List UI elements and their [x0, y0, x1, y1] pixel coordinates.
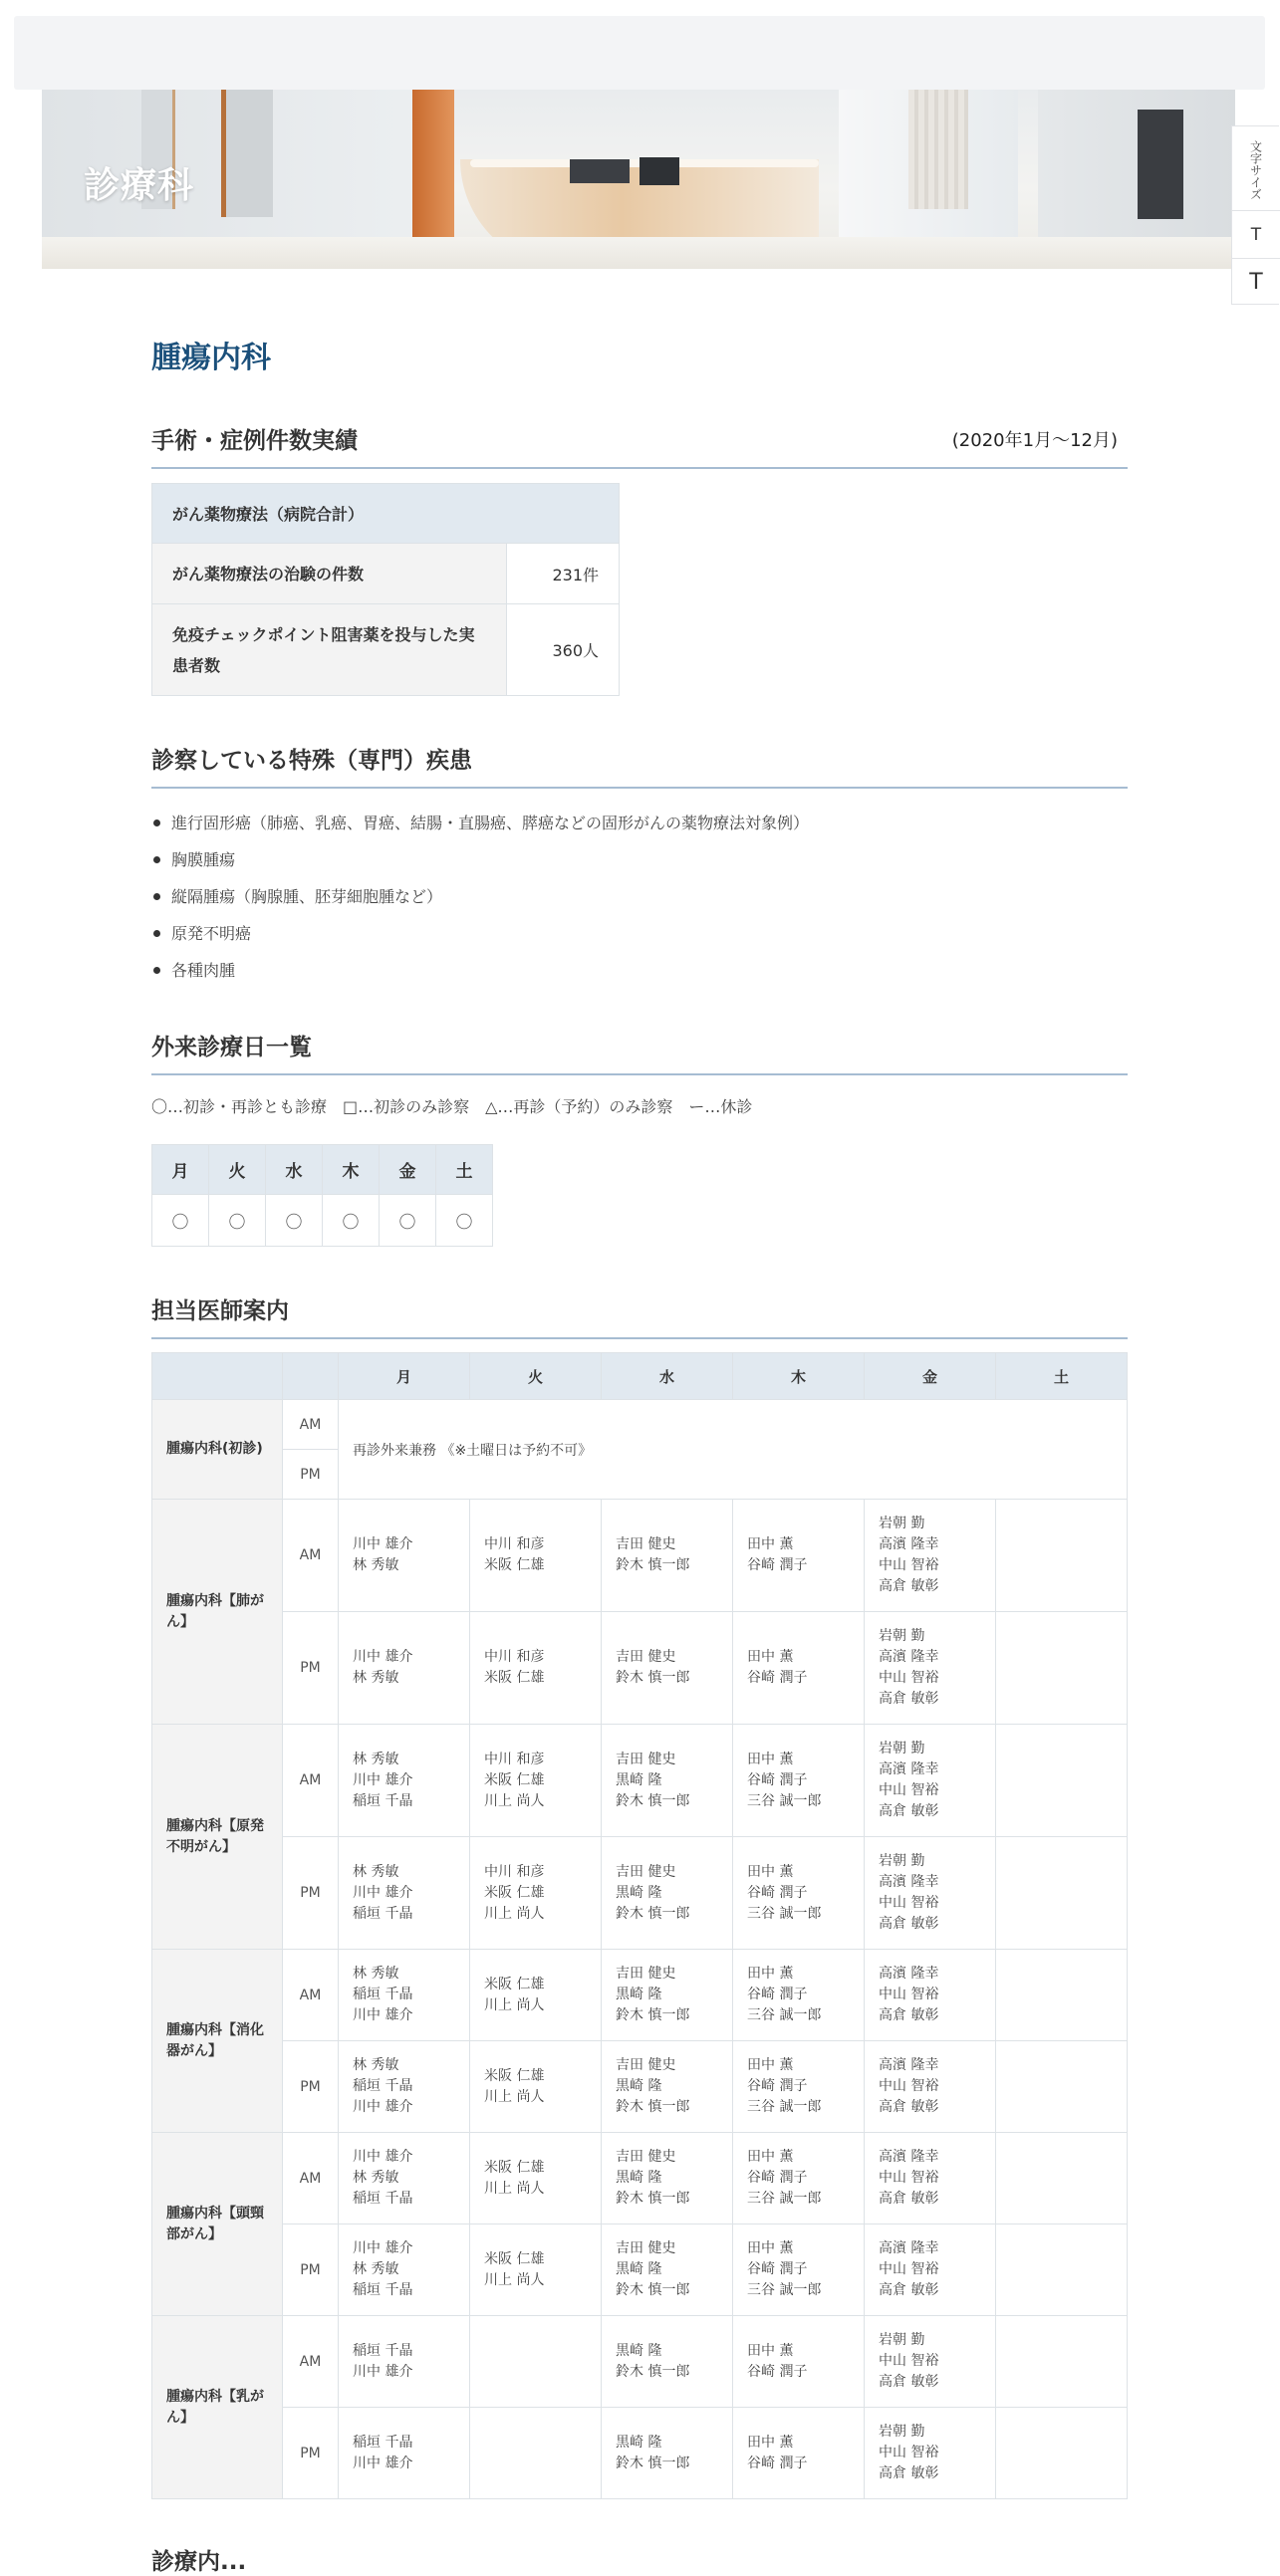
doctor-cell: 米阪 仁雄 川上 尚人	[470, 2041, 602, 2133]
day-header: 火	[209, 1145, 266, 1195]
outpatient-legend: 〇…初診・再診とも診療 □…初診のみ診察 △…再診（予約）のみ診察 ー…休診	[151, 1097, 753, 1116]
ampm-cell: AM	[283, 1500, 339, 1612]
day-mark: 〇	[266, 1195, 323, 1247]
department-cell: 腫瘍内科【頭頸部がん】	[152, 2133, 283, 2316]
ampm-cell: AM	[283, 2133, 339, 2225]
doctor-cell	[996, 1950, 1128, 2041]
doctor-cell	[996, 1837, 1128, 1950]
next-section-heading: 診療内...	[151, 2549, 247, 2575]
corner-cell	[283, 1353, 339, 1400]
doctor-cell: 岩朝 勤 高濱 隆幸 中山 智裕 高倉 敏彰	[865, 1725, 996, 1837]
doctor-cell: 中川 和彦 米阪 仁雄	[470, 1612, 602, 1725]
department-cell: 腫瘍内科(初診)	[152, 1400, 283, 1500]
ampm-cell: PM	[283, 2225, 339, 2316]
department-cell: 腫瘍内科【乳がん】	[152, 2316, 283, 2499]
doctor-cell: 高濱 隆幸 中山 智裕 高倉 敏彰	[865, 2225, 996, 2316]
doctor-cell: 林 秀敏 稲垣 千晶 川中 雄介	[339, 1950, 470, 2041]
day-header: 水	[602, 1353, 733, 1400]
doctor-cell: 稲垣 千晶 川中 雄介	[339, 2316, 470, 2408]
ampm-cell: PM	[283, 1837, 339, 1950]
hero-title: 診療科	[84, 165, 195, 206]
ampm-cell: PM	[283, 1450, 339, 1500]
day-header: 金	[865, 1353, 996, 1400]
doctor-cell: 吉田 健史 黒崎 隆 鈴木 慎一郎	[602, 2133, 733, 2225]
doctor-cell: 田中 薫 谷崎 潤子 三谷 誠一郎	[733, 1725, 865, 1837]
doctor-cell	[470, 2408, 602, 2499]
outpatient-days-table	[151, 1144, 493, 1247]
doctor-cell: 田中 薫 谷崎 潤子 三谷 誠一郎	[733, 2041, 865, 2133]
diseases-heading: 診察している特殊（専門）疾患	[151, 742, 1128, 789]
results-row-label: 免疫チェックポイント阻害薬を投与した実患者数	[152, 604, 507, 696]
day-mark: 〇	[436, 1195, 493, 1247]
doctor-cell: 川中 雄介 林 秀敏 稲垣 千晶	[339, 2225, 470, 2316]
doctors-heading: 担当医師案内	[151, 1292, 1128, 1339]
disease-list	[151, 805, 809, 989]
doctor-cell: 林 秀敏 川中 雄介 稲垣 千晶	[339, 1725, 470, 1837]
doctor-cell: 米阪 仁雄 川上 尚人	[470, 2133, 602, 2225]
doctor-cell: 田中 薫 谷崎 潤子	[733, 1612, 865, 1725]
doctor-cell	[996, 2133, 1128, 2225]
ampm-cell: PM	[283, 1612, 339, 1725]
doctor-cell: 林 秀敏 稲垣 千晶 川中 雄介	[339, 2041, 470, 2133]
font-large-button[interactable]: T	[1232, 258, 1280, 306]
doctor-cell: 中川 和彦 米阪 仁雄	[470, 1500, 602, 1612]
doctor-schedule-table	[151, 1352, 1128, 2499]
hero-banner	[42, 90, 1235, 269]
day-mark: 〇	[209, 1195, 266, 1247]
doctor-cell	[996, 2316, 1128, 2408]
results-period: (2020年1月〜12月)	[951, 430, 1118, 451]
doctor-cell: 川中 雄介 林 秀敏	[339, 1612, 470, 1725]
results-heading	[151, 422, 1128, 469]
doctor-cell: 高濱 隆幸 中山 智裕 高倉 敏彰	[865, 2041, 996, 2133]
doctor-cell: 吉田 健史 鈴木 慎一郎	[602, 1612, 733, 1725]
doctor-cell: 高濱 隆幸 中山 智裕 高倉 敏彰	[865, 2133, 996, 2225]
doctor-cell: 田中 薫 谷崎 潤子 三谷 誠一郎	[733, 1837, 865, 1950]
department-title: 腫瘍内科	[151, 341, 271, 375]
doctor-cell: 田中 薫 谷崎 潤子	[733, 2316, 865, 2408]
department-cell: 腫瘍内科【消化器がん】	[152, 1950, 283, 2133]
ampm-cell: AM	[283, 1400, 339, 1450]
day-mark: 〇	[380, 1195, 436, 1247]
doctor-cell: 川中 雄介 林 秀敏	[339, 1500, 470, 1612]
day-mark: 〇	[323, 1195, 380, 1247]
doctor-cell: 田中 薫 谷崎 潤子 三谷 誠一郎	[733, 2225, 865, 2316]
list-item: 進行固形癌（肺癌、乳癌、胃癌、結腸・直腸癌、膵癌などの固形がんの薬物療法対象例）	[151, 805, 809, 841]
department-cell: 腫瘍内科【肺がん】	[152, 1500, 283, 1725]
doctor-cell	[996, 2225, 1128, 2316]
results-row-value: 360人	[507, 604, 620, 696]
doctor-cell: 吉田 健史 黒崎 隆 鈴木 慎一郎	[602, 2225, 733, 2316]
day-header: 金	[380, 1145, 436, 1195]
doctor-cell	[470, 2316, 602, 2408]
doctor-cell	[996, 2041, 1128, 2133]
doctor-cell: 川中 雄介 林 秀敏 稲垣 千晶	[339, 2133, 470, 2225]
day-mark: 〇	[152, 1195, 209, 1247]
corner-cell	[152, 1353, 283, 1400]
doctor-cell: 高濱 隆幸 中山 智裕 高倉 敏彰	[865, 1950, 996, 2041]
doctor-cell: 岩朝 勤 高濱 隆幸 中山 智裕 高倉 敏彰	[865, 1500, 996, 1612]
ampm-cell: AM	[283, 2316, 339, 2408]
doctor-cell: 黒崎 隆 鈴木 慎一郎	[602, 2408, 733, 2499]
doctor-cell	[996, 1500, 1128, 1612]
doctor-cell: 岩朝 勤 中山 智裕 高倉 敏彰	[865, 2316, 996, 2408]
day-header: 火	[470, 1353, 602, 1400]
font-size-widget	[1231, 125, 1279, 305]
ampm-cell: PM	[283, 2408, 339, 2499]
department-cell: 腫瘍内科【原発不明がん】	[152, 1725, 283, 1950]
doctor-cell: 岩朝 勤 高濱 隆幸 中山 智裕 高倉 敏彰	[865, 1837, 996, 1950]
results-heading-text: 手術・症例件数実績	[151, 428, 358, 454]
doctor-cell: 米阪 仁雄 川上 尚人	[470, 1950, 602, 2041]
doctor-cell: 中川 和彦 米阪 仁雄 川上 尚人	[470, 1837, 602, 1950]
doctor-cell: 田中 薫 谷崎 潤子	[733, 1500, 865, 1612]
doctor-cell: 岩朝 勤 中山 智裕 高倉 敏彰	[865, 2408, 996, 2499]
doctor-cell: 田中 薫 谷崎 潤子 三谷 誠一郎	[733, 2133, 865, 2225]
doctor-cell: 林 秀敏 川中 雄介 稲垣 千晶	[339, 1837, 470, 1950]
outpatient-heading: 外来診療日一覧	[151, 1029, 1128, 1075]
doctor-cell	[996, 1725, 1128, 1837]
list-item: 胸膜腫瘍	[151, 841, 809, 878]
doctor-cell: 田中 薫 谷崎 潤子 三谷 誠一郎	[733, 1950, 865, 2041]
results-table-caption: がん薬物療法（病院合計）	[152, 484, 620, 544]
day-header: 月	[339, 1353, 470, 1400]
results-row-value: 231件	[507, 544, 620, 604]
doctor-cell: 米阪 仁雄 川上 尚人	[470, 2225, 602, 2316]
doctor-cell: 吉田 健史 鈴木 慎一郎	[602, 1500, 733, 1612]
doctor-cell: 吉田 健史 黒崎 隆 鈴木 慎一郎	[602, 1837, 733, 1950]
doctor-cell: 岩朝 勤 高濱 隆幸 中山 智裕 高倉 敏彰	[865, 1612, 996, 1725]
doctor-cell: 吉田 健史 黒崎 隆 鈴木 慎一郎	[602, 1950, 733, 2041]
schedule-note: 再診外来兼務 《※土曜日は予約不可》	[339, 1400, 1128, 1500]
doctor-cell: 吉田 健史 黒崎 隆 鈴木 慎一郎	[602, 1725, 733, 1837]
day-header: 木	[323, 1145, 380, 1195]
doctor-cell: 吉田 健史 黒崎 隆 鈴木 慎一郎	[602, 2041, 733, 2133]
list-item: 各種肉腫	[151, 952, 809, 989]
doctor-cell: 中川 和彦 米阪 仁雄 川上 尚人	[470, 1725, 602, 1837]
day-header: 土	[996, 1353, 1128, 1400]
site-header	[14, 16, 1265, 90]
list-item: 縦隔腫瘍（胸腺腫、胚芽細胞腫など）	[151, 878, 809, 915]
day-header: 土	[436, 1145, 493, 1195]
list-item: 原発不明癌	[151, 915, 809, 952]
results-table	[151, 483, 620, 696]
ampm-cell: PM	[283, 2041, 339, 2133]
font-small-button[interactable]: T	[1232, 210, 1280, 258]
doctor-cell	[996, 2408, 1128, 2499]
day-header: 水	[266, 1145, 323, 1195]
results-row-label: がん薬物療法の治験の件数	[152, 544, 507, 604]
doctor-cell: 田中 薫 谷崎 潤子	[733, 2408, 865, 2499]
doctor-cell	[996, 1612, 1128, 1725]
day-header: 月	[152, 1145, 209, 1195]
font-size-label: 文字サイズ	[1248, 140, 1263, 200]
doctor-cell: 黒崎 隆 鈴木 慎一郎	[602, 2316, 733, 2408]
day-header: 木	[733, 1353, 865, 1400]
ampm-cell: AM	[283, 1725, 339, 1837]
doctor-cell: 稲垣 千晶 川中 雄介	[339, 2408, 470, 2499]
ampm-cell: AM	[283, 1950, 339, 2041]
